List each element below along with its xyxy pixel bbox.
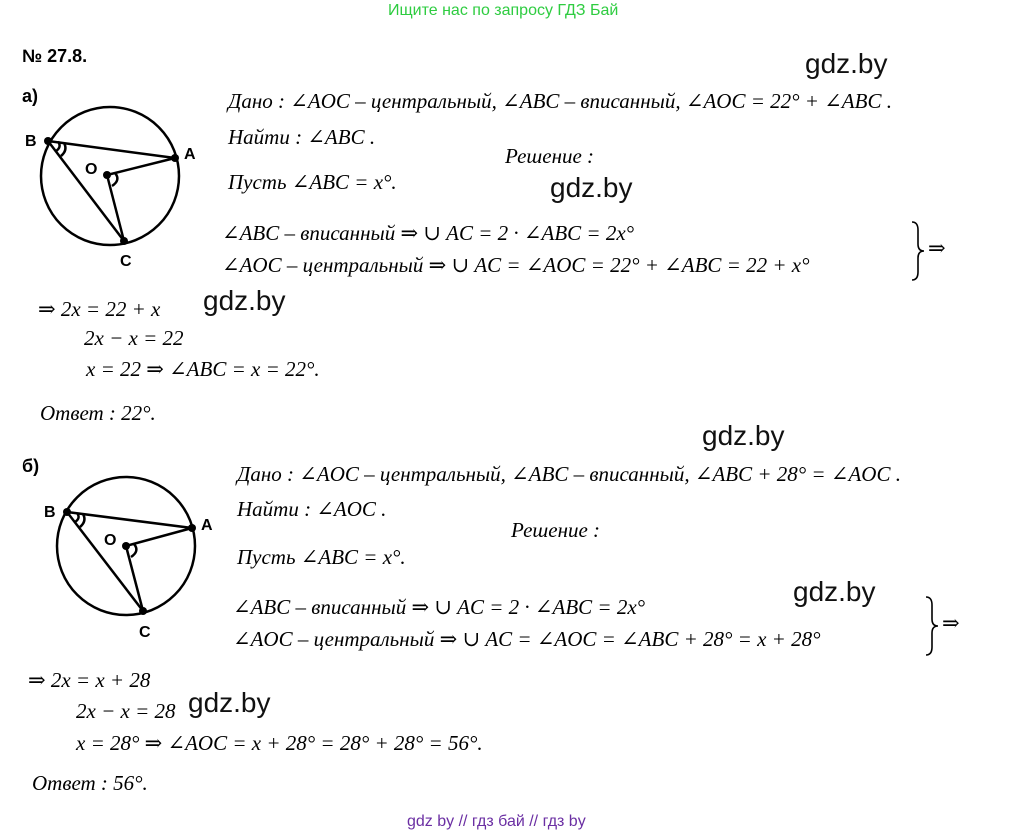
radius-oa [107,158,175,175]
step-1: ⇒ 2x = 22 + x [38,297,161,321]
implication-arrow: ⇒ [942,611,960,635]
solution-line-2: ∠AOC – центральный ⇒ ∪ AC = ∠AOC = ∠ABC + 28° = x + 28° [233,627,821,651]
given: Дано : ∠AOC – центральный, ∠ABC – вписанный, ∠ABC + 28° = ∠AOC . [237,462,901,486]
label-b: B [44,504,56,521]
find: Найти : ∠AOC . [237,497,387,521]
part-a-diagram [0,90,200,280]
point-a [188,524,196,532]
label-c: C [139,624,151,641]
label-a: A [201,517,213,534]
footer-text: gdz by // гдз бай // гдз by [407,813,586,830]
label-b: B [25,133,37,150]
watermark: gdz.by [793,576,876,607]
chord-ba [67,512,192,528]
part-b-diagram [0,460,215,650]
solution-title: Решение : [505,144,595,168]
part-b-label: б) [22,456,40,476]
let-statement: Пусть ∠ABC = x°. [237,545,406,569]
point-a [171,154,179,162]
label-o: O [104,532,117,549]
point-o [122,542,130,550]
angle-arc-o [112,173,117,186]
solution-line-2: ∠AOC – центральный ⇒ ∪ AC = ∠AOC = 22° + ∠ABC = 22 + x° [222,253,810,277]
point-b [63,508,71,516]
point-o [103,171,111,179]
step-1: ⇒ 2x = x + 28 [28,668,151,692]
angle-arc-b [80,514,84,527]
step-2: 2x − x = 22 [84,326,184,350]
step-2: 2x − x = 28 [76,699,176,723]
solution-title: Решение : [511,518,601,542]
answer: Ответ : 22°. [40,401,156,425]
top-banner: Ищите нас по запросу ГДЗ Бай [388,2,619,19]
watermark: gdz.by [188,687,271,718]
angle-arc-b [61,143,65,156]
point-c [120,237,128,245]
label-o: O [85,161,98,178]
watermark: gdz.by [805,48,888,79]
point-c [139,607,147,615]
watermark: gdz.by [203,285,286,316]
find: Найти : ∠ABC . [228,125,376,149]
part-a-label: а) [22,86,39,106]
given: Дано : ∠AOC – центральный, ∠ABC – вписанный, ∠AOC = 22° + ∠ABC . [228,89,892,113]
label-a: A [184,146,196,163]
problem-number: № 27.8. [22,46,88,66]
chord-ba [48,141,175,158]
step-3: x = 22 ⇒ ∠ABC = x = 22°. [86,357,320,381]
angle-arc-o [131,544,136,557]
chord-bc [48,141,124,241]
watermark: gdz.by [702,420,785,451]
step-3: x = 28° ⇒ ∠AOC = x + 28° = 28° + 28° = 56°. [76,731,483,755]
answer: Ответ : 56°. [32,771,148,795]
watermark: gdz.by [550,172,633,203]
implication-arrow: ⇒ [928,236,946,260]
curly-brace [922,595,942,657]
let-statement: Пусть ∠ABC = x°. [228,170,397,194]
radius-oa [126,528,192,546]
solution-line-1: ∠ABC – вписанный ⇒ ∪ AC = 2 · ∠ABC = 2x° [233,595,646,619]
point-b [44,137,52,145]
curly-brace [908,220,928,282]
label-c: C [120,253,132,270]
solution-line-1: ∠ABC – вписанный ⇒ ∪ AC = 2 · ∠ABC = 2x° [222,221,635,245]
